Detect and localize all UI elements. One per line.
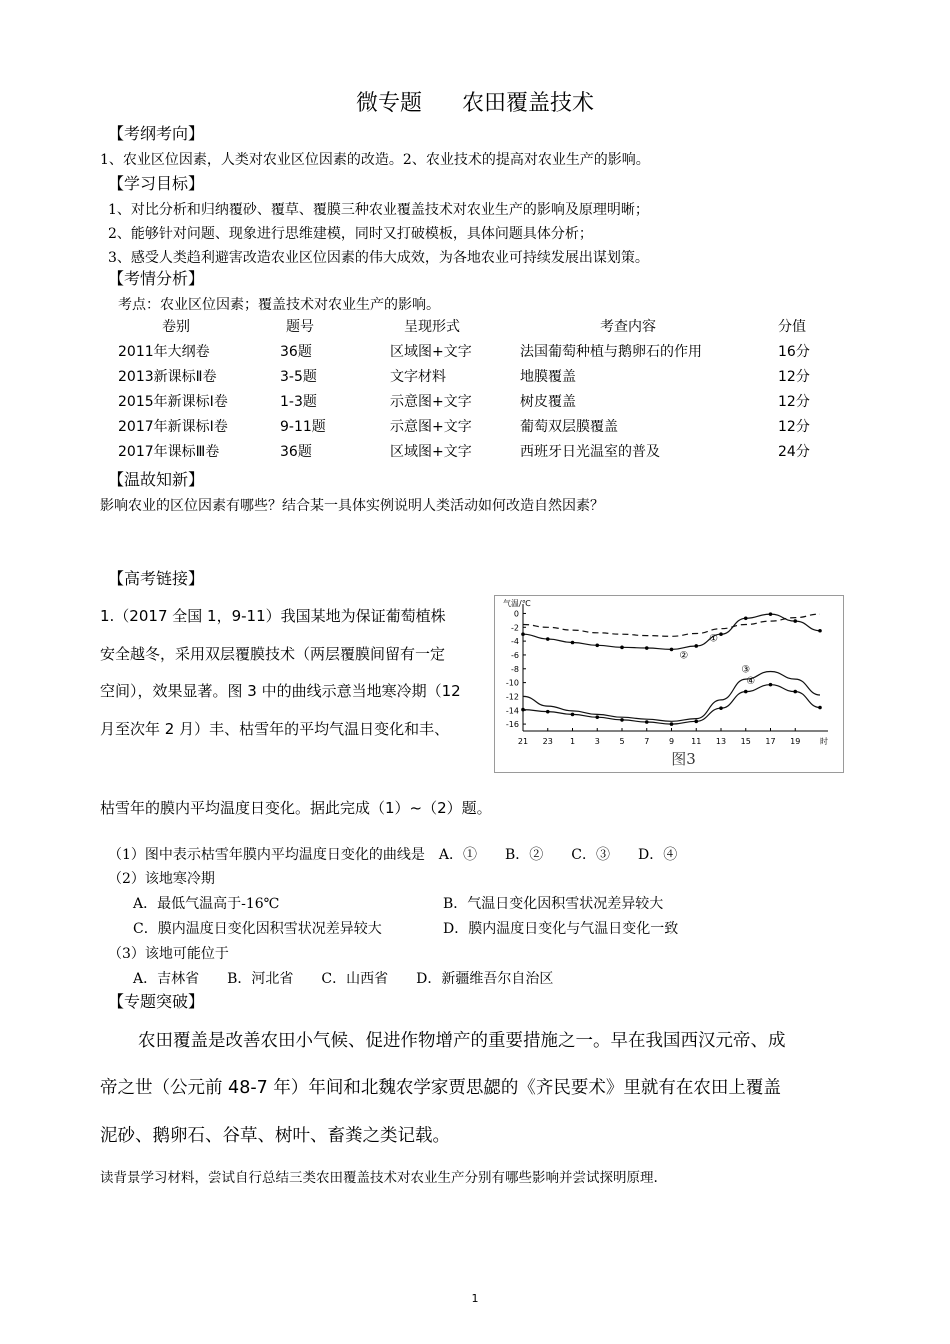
series-point-2 — [670, 648, 674, 652]
figure3-chart — [494, 595, 844, 773]
question1-line: 1.（2017 全国 1，9-11）我国某地为保证葡萄植株 — [100, 607, 446, 625]
y-tick-label: 0 — [513, 609, 519, 619]
table-cell: 区域图+文字 — [390, 443, 472, 460]
table-row — [118, 438, 838, 463]
title-left: 微专题 — [355, 91, 422, 116]
page-number: 1 — [471, 1292, 479, 1305]
series-point-4 — [670, 722, 674, 726]
page-title — [0, 86, 950, 117]
y-tick-label: -4 — [511, 637, 519, 647]
table-cell: 12分 — [778, 393, 810, 410]
series-point-2 — [571, 641, 575, 645]
question1-sub1: （1）图中表示枯雪年膜内平均温度日变化的曲线是 A．① B．② C．③ D．④ — [108, 847, 678, 863]
tupo-paragraph-line-3: 泥砂、鹅卵石、谷草、树叶、畜粪之类记载。 — [100, 1126, 450, 1146]
series-point-4 — [818, 706, 822, 710]
question1-line: 安全越冬，采用双层覆膜技术（两层覆膜间留有一定 — [100, 644, 446, 663]
title-right: 农田覆盖技术 — [462, 91, 595, 116]
question1-sub3: （3）该地可能位于 — [108, 946, 229, 962]
series-point-2 — [521, 632, 525, 636]
table-cell: 2015年新课标Ⅰ卷 — [118, 393, 228, 410]
series-label-1: ① — [709, 633, 719, 645]
question1-stem — [100, 598, 461, 748]
series-line-2 — [523, 614, 820, 649]
series-point-2 — [769, 612, 773, 616]
figure3-svg — [495, 596, 843, 772]
table-cell: 12分 — [778, 368, 810, 385]
question1-sub2: （2）该地寒冷期 — [108, 871, 215, 887]
table-cell: 区域图+文字 — [390, 343, 472, 360]
series-point-4 — [744, 690, 748, 694]
sub2-option-a: A．最低气温高于-16℃ — [133, 896, 280, 912]
section-mubiao-heading: 【学习目标】 — [108, 174, 205, 193]
table-header: 题号 — [286, 319, 314, 335]
table-cell: 12分 — [778, 418, 810, 435]
series-point-4 — [719, 706, 723, 710]
series-point-2 — [744, 616, 748, 620]
table-cell: 葡萄双层膜覆盖 — [520, 418, 618, 435]
series-point-2 — [645, 646, 649, 650]
series-point-2 — [620, 646, 624, 650]
x-tick-label: 15 — [740, 737, 751, 746]
tupo-paragraph-line-2: 帝之世（公元前 48-7 年）年间和北魏农学家贾思勰的《齐民要术》里就有在农田上覆盖 — [100, 1078, 781, 1098]
series-point-4 — [793, 690, 797, 694]
table-cell: 树皮覆盖 — [520, 393, 576, 410]
series-point-4 — [546, 710, 550, 714]
x-tick-label: 13 — [715, 737, 727, 746]
y-tick-label: -16 — [505, 720, 519, 730]
table-header: 考查内容 — [600, 319, 656, 335]
kaogang-text: 1、农业区位因素，人类对农业区位因素的改造。2、农业技术的提高对农业生产的影响。 — [100, 152, 650, 168]
y-tick-label: -14 — [505, 706, 519, 716]
table-cell: 1-3题 — [280, 393, 317, 410]
series-point-4 — [694, 720, 698, 724]
section-wengu-heading: 【温故知新】 — [108, 470, 205, 489]
wengu-text: 影响农业的区位因素有哪些？结合某一具体实例说明人类活动如何改造自然因素？ — [100, 498, 604, 514]
table-cell: 西班牙日光温室的普及 — [520, 443, 660, 460]
table-cell: 3-5题 — [280, 368, 317, 385]
table-header: 呈现形式 — [404, 319, 460, 335]
y-axis-label: 气温/℃ — [503, 599, 531, 608]
table-cell: 文字材料 — [390, 368, 446, 385]
series-point-4 — [620, 718, 624, 722]
mubiao-item-2: 2、能够针对问题、现象进行思维建模，同时又打破模板，具体问题具体分析； — [108, 226, 593, 242]
section-gaokao-heading: 【高考链接】 — [108, 569, 205, 588]
table-row — [118, 388, 838, 413]
table-cell: 2017年课标Ⅲ卷 — [118, 443, 220, 460]
mubiao-item-1: 1、对比分析和归纳覆砂、覆草、覆膜三种农业覆盖技术对农业生产的影响及原理明晰； — [108, 202, 649, 218]
table-cell: 示意图+文字 — [390, 393, 472, 410]
tupo-task: 读背景学习材料，尝试自行总结三类农田覆盖技术对农业生产分别有哪些影响并尝试探明原理. — [100, 1170, 658, 1186]
table-cell: 24分 — [778, 443, 810, 460]
tupo-paragraph-line-1: 农田覆盖是改善农田小气候、促进作物增产的重要措施之一。早在我国西汉元帝、成 — [138, 1031, 786, 1051]
series-point-4 — [571, 713, 575, 717]
table-cell: 9-11题 — [280, 418, 326, 435]
sub2-option-c: C．膜内温度日变化因积雪状况差异较大 — [133, 921, 382, 937]
x-tick-label: 3 — [594, 737, 600, 746]
question1-line: 枯雪年的膜内平均温度日变化。据此完成（1）~（2）题。 — [100, 799, 492, 817]
x-tick-label: 11 — [691, 737, 702, 746]
sub3-options: A．吉林省 B．河北省 C．山西省 D．新疆维吾尔自治区 — [133, 971, 554, 987]
table-cell: 36题 — [280, 443, 312, 460]
series-point-2 — [546, 637, 550, 641]
series-point-4 — [595, 715, 599, 719]
series-point-2 — [694, 644, 698, 648]
x-tick-label: 23 — [542, 737, 553, 746]
series-point-4 — [769, 683, 773, 687]
sub2-option-d: D．膜内温度日变化与气温日变化一致 — [443, 921, 679, 937]
section-kaogang-heading: 【考纲考向】 — [108, 124, 205, 143]
table-cell: 示意图+文字 — [390, 418, 472, 435]
table-cell: 2013新课标Ⅱ卷 — [118, 368, 217, 385]
table-cell: 16分 — [778, 343, 810, 360]
x-tick-label: 21 — [517, 737, 529, 746]
series-line-4 — [523, 685, 820, 724]
table-cell: 2017年新课标Ⅰ卷 — [118, 418, 228, 435]
sub2-option-b: B．气温日变化因积雪状况差异较大 — [443, 896, 664, 912]
question1-line: 月至次年 2 月）丰、枯雪年的平均气温日变化和丰、 — [100, 719, 450, 738]
x-tick-label: 19 — [790, 737, 801, 746]
table-header-row — [118, 314, 838, 338]
mubiao-item-3: 3、感受人类趋利避害改造农业区位因素的伟大成效，为各地农业可持续发展出谋划策。 — [108, 250, 649, 266]
series-label-4: ④ — [746, 676, 756, 688]
series-line-1 — [523, 614, 820, 636]
series-point-2 — [818, 629, 822, 633]
series-point-4 — [645, 720, 649, 724]
table-header: 分值 — [778, 319, 806, 335]
series-point-2 — [719, 632, 723, 636]
x-tick-label: 9 — [668, 737, 675, 746]
x-tick-label: 5 — [619, 737, 625, 746]
y-tick-label: -10 — [505, 678, 519, 688]
table-header: 卷别 — [162, 319, 190, 335]
y-tick-label: -6 — [511, 650, 519, 660]
x-tick-label: 17 — [765, 737, 776, 746]
y-tick-label: -8 — [511, 664, 519, 674]
kaodian-text: 考点：农业区位因素；覆盖技术对农业生产的影响。 — [118, 297, 440, 313]
table-cell: 2011年大纲卷 — [118, 343, 210, 360]
exam-analysis-table — [118, 314, 838, 463]
y-tick-label: -12 — [505, 692, 519, 702]
table-cell: 法国葡萄种植与鹅卵石的作用 — [520, 343, 702, 360]
x-tick-label: 1 — [569, 737, 576, 746]
table-cell: 地膜覆盖 — [520, 368, 576, 385]
series-point-2 — [793, 619, 797, 623]
figure-caption: 图3 — [671, 750, 696, 768]
series-label-2: ② — [679, 650, 689, 662]
x-tick-label: 7 — [644, 737, 650, 746]
table-row — [118, 338, 838, 363]
series-label-3: ③ — [741, 664, 751, 676]
question1-line: 空间），效果显著。图 3 中的曲线示意当地寒冷期（12 — [100, 682, 461, 700]
table-cell: 36题 — [280, 343, 312, 360]
section-kaoqing-heading: 【考情分析】 — [108, 269, 205, 288]
section-tupo-heading: 【专题突破】 — [108, 992, 205, 1011]
table-row — [118, 363, 838, 388]
x-axis-label: 时 — [820, 737, 828, 746]
table-row — [118, 413, 838, 438]
series-point-4 — [521, 708, 525, 712]
series-point-2 — [595, 643, 599, 647]
y-tick-label: -2 — [511, 623, 519, 633]
